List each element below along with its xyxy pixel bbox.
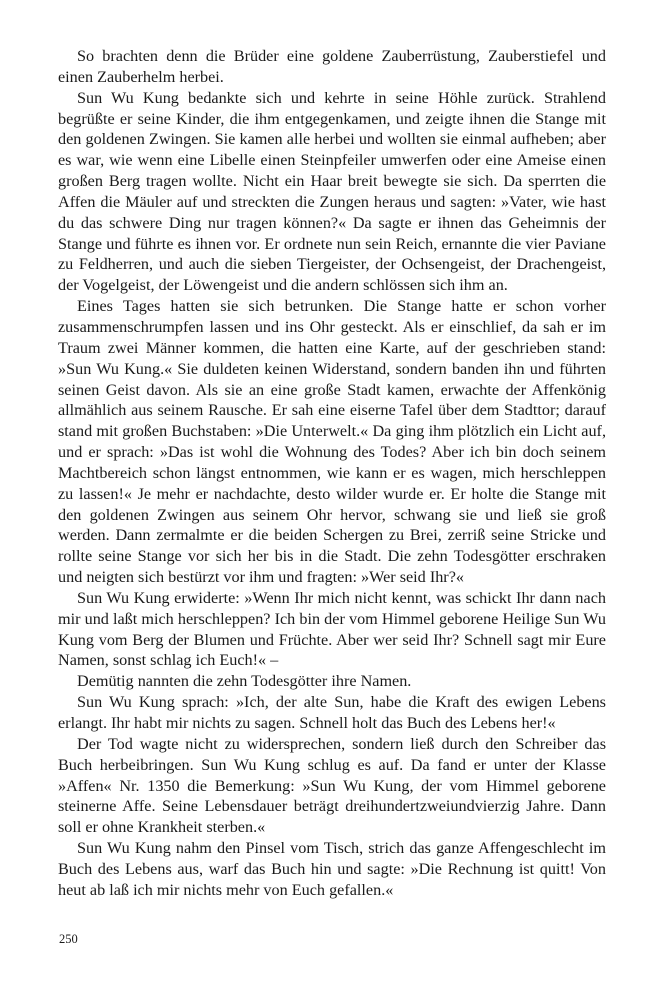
paragraph-4: Sun Wu Kung erwiderte: »Wenn Ihr mich nicht kennt, was schickt Ihr dann nach mir und laßt mich herschleppen? Ich bin der vom Himmel geborene Heilige Sun Wu Kung vom Berg der Blumen und Früchte. Aber wer seid Ihr? Schnell sagt mir Eure Namen, sonst schlag ich Euch!« – xyxy=(58,588,606,670)
paragraph-3: Eines Tages hatten sie sich betrunken. Die Stange hatte er schon vorher zusammenschrumpfen lassen und ins Ohr gesteckt. Als er einschlief, da sah er im Traum zwei Männer kommen, die hatten eine Karte, auf der geschrieben stand: »Sun Wu Kung.« Sie duldeten keinen Widerstand, sondern banden ihn und führten seinen Geist davon. Als sie an eine große Stadt kamen, erwachte der Affenkönig allmählich aus seinem Rausche. Er sah eine eiserne Tafel über dem Stadttor; darauf stand mit großen Buchstaben: »Die Unterwelt.« Da ging ihm plötzlich ein Licht auf, und er sprach: »Das ist wohl die Wohnung des Todes? Aber ich bin doch seinem Machtbereich schon längst entnommen, wie kann er es wagen, mich herschleppen zu lassen!« Je mehr er nachdachte, desto wilder wurde er. Er holte die Stange mit den goldenen Zwingen aus seinem Ohr hervor, schwang sie und ließ sie groß werden. Dann zermalmte er die beiden Schergen zu Brei, zerriß seine Stricke und rollte seine Stange vor sich her bis in die Stadt. Die zehn Todesgötter erschraken und neigten sich bestürzt vor ihm und fragten: »Wer seid Ihr?« xyxy=(58,297,606,587)
paragraph-1: So brachten denn die Brüder eine goldene Zauberrüstung, Zauberstiefel und einen Zauberhelm herbei. xyxy=(58,47,606,86)
paragraph-2: Sun Wu Kung bedankte sich und kehrte in seine Höhle zurück. Strahlend begrüßte er seine Kinder, die ihm entgegenkamen, und zeigte ihnen die Stange mit den goldenen Zwingen. Sie kamen alle herbei und wollten sie einmal aufheben; aber es war, wie wenn eine Libelle einen Steinpfeiler umwerfen oder eine Ameise einen großen Berg tragen wollte. Nicht ein Haar breit bewegte sie sich. Da sperrten die Affen die Mäuler auf und streckten die Zungen heraus und sagten: »Vater, wie hast du das schwere Ding nur tragen können?« Da sagte er ihnen das Geheimnis der Stange und führte es ihnen vor. Er ordnete nun sein Reich, ernannte die vier Paviane zu Feldherren, und auch die sieben Tiergeister, der Ochsengeist, der Drachengeist, der Vogelgeist, der Löwengeist und die andern schlössen sich ihm an. xyxy=(58,88,606,295)
paragraph-6: Sun Wu Kung sprach: »Ich, der alte Sun, habe die Kraft des ewigen Lebens erlangt. Ihr habt mir nichts zu sagen. Schnell holt das Buch des Lebens her!« xyxy=(58,693,606,732)
page-body xyxy=(58,46,606,901)
paragraph-7: Der Tod wagte nicht zu widersprechen, sondern ließ durch den Schreiber das Buch herbeibringen. Sun Wu Kung schlug es auf. Da fand er unter der Klasse »Affen« Nr. 1350 die Bemerkung: »Sun Wu Kung, der vom Himmel geborene steinerne Affe. Seine Lebensdauer beträgt dreihundertzweiundvierzig Jahre. Dann soll er ohne Krankheit sterben.« xyxy=(58,734,606,837)
paragraph-8: Sun Wu Kung nahm den Pinsel vom Tisch, strich das ganze Affengeschlecht im Buch des Lebens aus, warf das Buch hin und sagte: »Die Rechnung ist quitt! Von heut ab laß ich mir nichts mehr von Euch gefallen.« xyxy=(58,839,606,899)
paragraph-5: Demütig nannten die zehn Todesgötter ihre Namen. xyxy=(77,672,412,691)
page-number: 250 xyxy=(59,932,78,946)
